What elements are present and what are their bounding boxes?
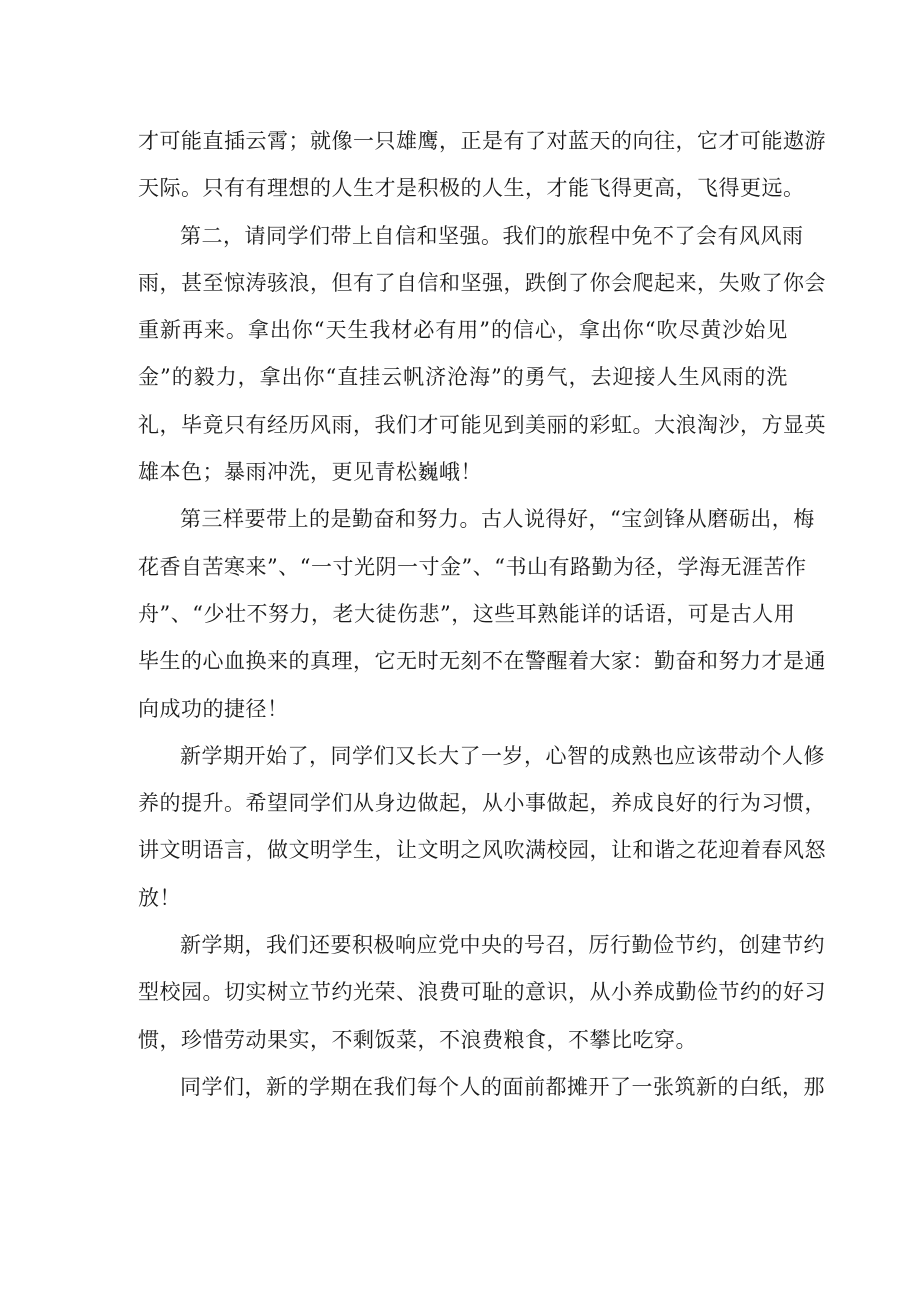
text-line: 才 可 能 直 插 云 霄 ； 就 像 一 只 雄 鹰 ， 正 是 有 了 对 蓝 天 的 向 往 ， 它 才 可 能 遨 游 — [138, 129, 826, 153]
text-line: 讲 文 明 语 言 ， 做 文 明 学 生 ， 让 文 明 之 风 吹 满 校 园 ， 让 和 谐 之 花 迎 着 春 风 怒 — [138, 838, 826, 863]
text-line: 养 的 提 升 。 希 望 同 学 们 从 身 边 做 起 ， 从 小 事 做 起 ， 养 成 良 好 的 行 为 习 惯 ， — [138, 791, 826, 816]
body-text — [138, 118, 826, 1111]
paragraph-start-line: 第 二 ， 请 同 学 们 带 上 自 信 和 坚 强 。 我 们 的 旅 程 中 免 不 了 会 有 风 风 雨 — [180, 223, 804, 248]
text-line: 向成功的捷径！ — [138, 696, 289, 721]
text-line: 礼 ， 毕 竟 只 有 经 历 风 雨 ， 我 们 才 可 能 见 到 美 丽 的 彩 虹 。 大 浪 淘 沙 ， 方 显 英 — [138, 412, 826, 437]
text-line: 毕 生 的 心 血 换 来 的 真 理 ， 它 无 时 无 刻 不 在 警 醒 着 大 家 ： 勤 奋 和 努 力 才 是 通 — [138, 649, 826, 674]
text-line: 花 香 自 苦 寒 来 ” 、 “ 一 寸 光 阴 一 寸 金 ” 、 “ 书 山 有 路 勤 为 径 ， 学 海 无 涯 苦 作 — [138, 554, 807, 579]
paragraph-start-line: 同 学 们 ， 新 的 学 期 在 我 们 每 个 人 的 面 前 都 摊 开 了 一 张 筑 新 的 白 纸 ， 那 — [180, 1074, 825, 1099]
text-line: 雨 ， 甚 至 惊 涛 骇 浪 ， 但 有 了 自 信 和 坚 强 ， 跌 倒 了 你 会 爬 起 来 ， 失 败 了 你 会 — [138, 270, 826, 295]
text-line: 雄本色；暴雨冲洗，更见青松巍峨！ — [138, 460, 482, 485]
text-line: 放！ — [138, 885, 181, 910]
text-line: 型 校 园 。 切 实 树 立 节 约 光 荣 、 浪 费 可 耻 的 意 识 ， 从 小 养 成 勤 俭 节 约 的 好 习 — [138, 980, 826, 1005]
text-line: 重 新 再 来 。 拿 出 你 “ 天 生 我 材 必 有 用 ” 的 信 心 ， 拿 出 你 “ 吹 尽 黄 沙 始 见 — [138, 318, 788, 343]
text-line: 舟 ” 、 “ 少 壮 不 努 力 ， 老 大 徒 伤 悲 ” ， 这 些 耳 熟 能 详 的 话 语 ， 可 是 古 人 用 — [138, 601, 796, 626]
text-line: 金 ” 的 毅 力 ， 拿 出 你 “ 直 挂 云 帆 济 沧 海 ” 的 勇 气 ， 去 迎 接 人 生 风 雨 的 洗 — [138, 365, 788, 390]
paragraph-start-line: 新 学 期 开 始 了 ， 同 学 们 又 长 大 了 一 岁 ， 心 智 的 成 熟 也 应 该 带 动 个 人 修 — [180, 743, 825, 768]
paragraph-start-line: 第 三 样 要 带 上 的 是 勤 奋 和 努 力 。 古 人 说 得 好 ， “ 宝 剑 锋 从 磨 砺 出 ， 梅 — [180, 507, 815, 532]
text-line: 天际。只有有理想的人生才是积极的人生，才能飞得更高，飞得更远。 — [138, 176, 805, 201]
paragraph-start-line: 新 学 期 ， 我 们 还 要 积 极 响 应 党 中 央 的 号 召 ， 厉 行 勤 俭 节 约 ， 创 建 节 约 — [180, 933, 825, 958]
text-line: 惯，珍惜劳动果实，不剩饭菜，不浪费粮食，不攀比吃穿。 — [138, 1027, 697, 1052]
